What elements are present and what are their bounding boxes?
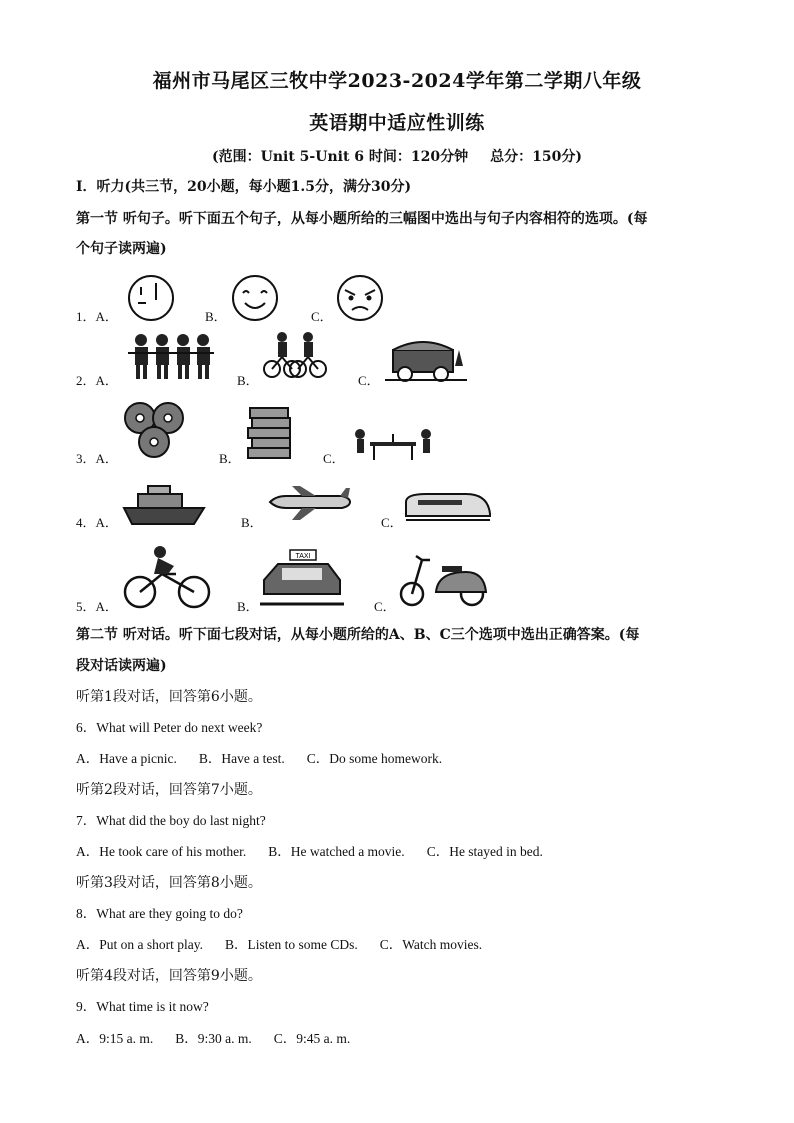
q4-label-a: 4．A． [76, 515, 118, 530]
dialog-intro: 听第3段对话，回答第8小题。 [76, 875, 262, 891]
section1-instruction-line1: 第一节 听句子。听下面五个句子，从每小题所给的三幅图中选出与句子内容相符的选项。(每 [76, 211, 648, 227]
q5-label-a: 5．A． [76, 599, 118, 614]
question-text: 8．What are they going to do? [76, 906, 243, 921]
q4-label-b: B． [241, 515, 263, 530]
q3-label-c: C． [323, 451, 345, 466]
taxi-icon [260, 548, 344, 608]
riding-bikes-icon [262, 331, 328, 379]
option-a[interactable]: A．Put on a short play. [76, 937, 203, 952]
q2-label-a: 2．A． [76, 373, 118, 388]
q2-label-c: C． [358, 373, 380, 388]
q5-label-c: C． [374, 599, 396, 614]
angry-face-icon [335, 273, 385, 323]
ship-icon [122, 482, 206, 528]
airplane-icon [266, 484, 352, 522]
answer-options [76, 745, 726, 773]
option-a[interactable]: A．9:15 a. m. [76, 1031, 154, 1046]
section2-instruction-line1: 第二节 听对话。听下面七段对话，从每小题所给的A、B、C三个选项中选出正确答案。(每 [76, 627, 640, 643]
option-c[interactable]: C．He stayed in bed. [426, 844, 543, 859]
children-group-icon [126, 331, 216, 383]
dialog-intro: 听第4段对话，回答第9小题。 [76, 968, 262, 984]
option-c[interactable]: C．Watch movies. [379, 937, 483, 952]
q1-label-a: 1．A． [76, 309, 118, 324]
crying-face-icon [126, 273, 176, 323]
cds-icon [122, 400, 186, 460]
dialog-intro: 听第2段对话，回答第7小题。 [76, 782, 262, 798]
q2-label-b: B． [237, 373, 259, 388]
dialog-intro: 听第1段对话，回答第6小题。 [76, 689, 262, 705]
q1-label-b: B． [205, 309, 227, 324]
taxi-sign-text: TAXI [295, 553, 311, 560]
picnic-cart-icon [383, 336, 469, 382]
q3-label-a: 3．A． [76, 451, 118, 466]
section2-instruction-line2: 段对话读两遍) [76, 658, 167, 674]
books-stack-icon [244, 402, 296, 462]
answer-options [76, 838, 726, 866]
exam-range [0, 146, 794, 166]
cyclist-icon [122, 544, 212, 610]
smiling-face-icon [230, 273, 280, 323]
score-text: 总分：150分) [490, 149, 582, 165]
q5-label-b: B． [237, 599, 259, 614]
question-text: 6．What will Peter do next week? [76, 720, 263, 735]
q1-label-c: C． [311, 309, 333, 324]
answer-options [76, 1025, 726, 1053]
option-a[interactable]: A．Have a picnic. [76, 751, 177, 766]
option-c[interactable]: C．Do some homework. [306, 751, 443, 766]
section1-instruction-line2: 个句子读两遍) [76, 241, 167, 257]
question-text: 9．What time is it now? [76, 999, 209, 1014]
option-c[interactable]: C．9:45 a. m. [273, 1031, 351, 1046]
option-b[interactable]: B．Listen to some CDs. [225, 937, 358, 952]
option-b[interactable]: B．Have a test. [198, 751, 285, 766]
exam-title-line2: 英语期中适应性训练 [309, 112, 485, 134]
question-text: 7．What did the boy do last night? [76, 813, 266, 828]
table-tennis-icon [350, 428, 436, 464]
option-b[interactable]: B．9:30 a. m. [175, 1031, 252, 1046]
q3-label-b: B． [219, 451, 241, 466]
part1-heading: Ⅰ．听力(共三节，20小题，每小题1.5分，满分30分) [76, 179, 412, 195]
high-speed-train-icon [404, 490, 492, 522]
answer-options [76, 931, 726, 959]
exam-title-line1: 福州市马尾区三牧中学2023-2024学年第二学期八年级 [152, 70, 642, 92]
option-a[interactable]: A．He took care of his mother. [76, 844, 247, 859]
range-text: (范围：Unit 5-Unit 6 时间：120分钟 [212, 149, 469, 165]
scooter-icon [396, 548, 492, 608]
q4-label-c: C． [381, 515, 403, 530]
option-b[interactable]: B．He watched a movie. [268, 844, 405, 859]
